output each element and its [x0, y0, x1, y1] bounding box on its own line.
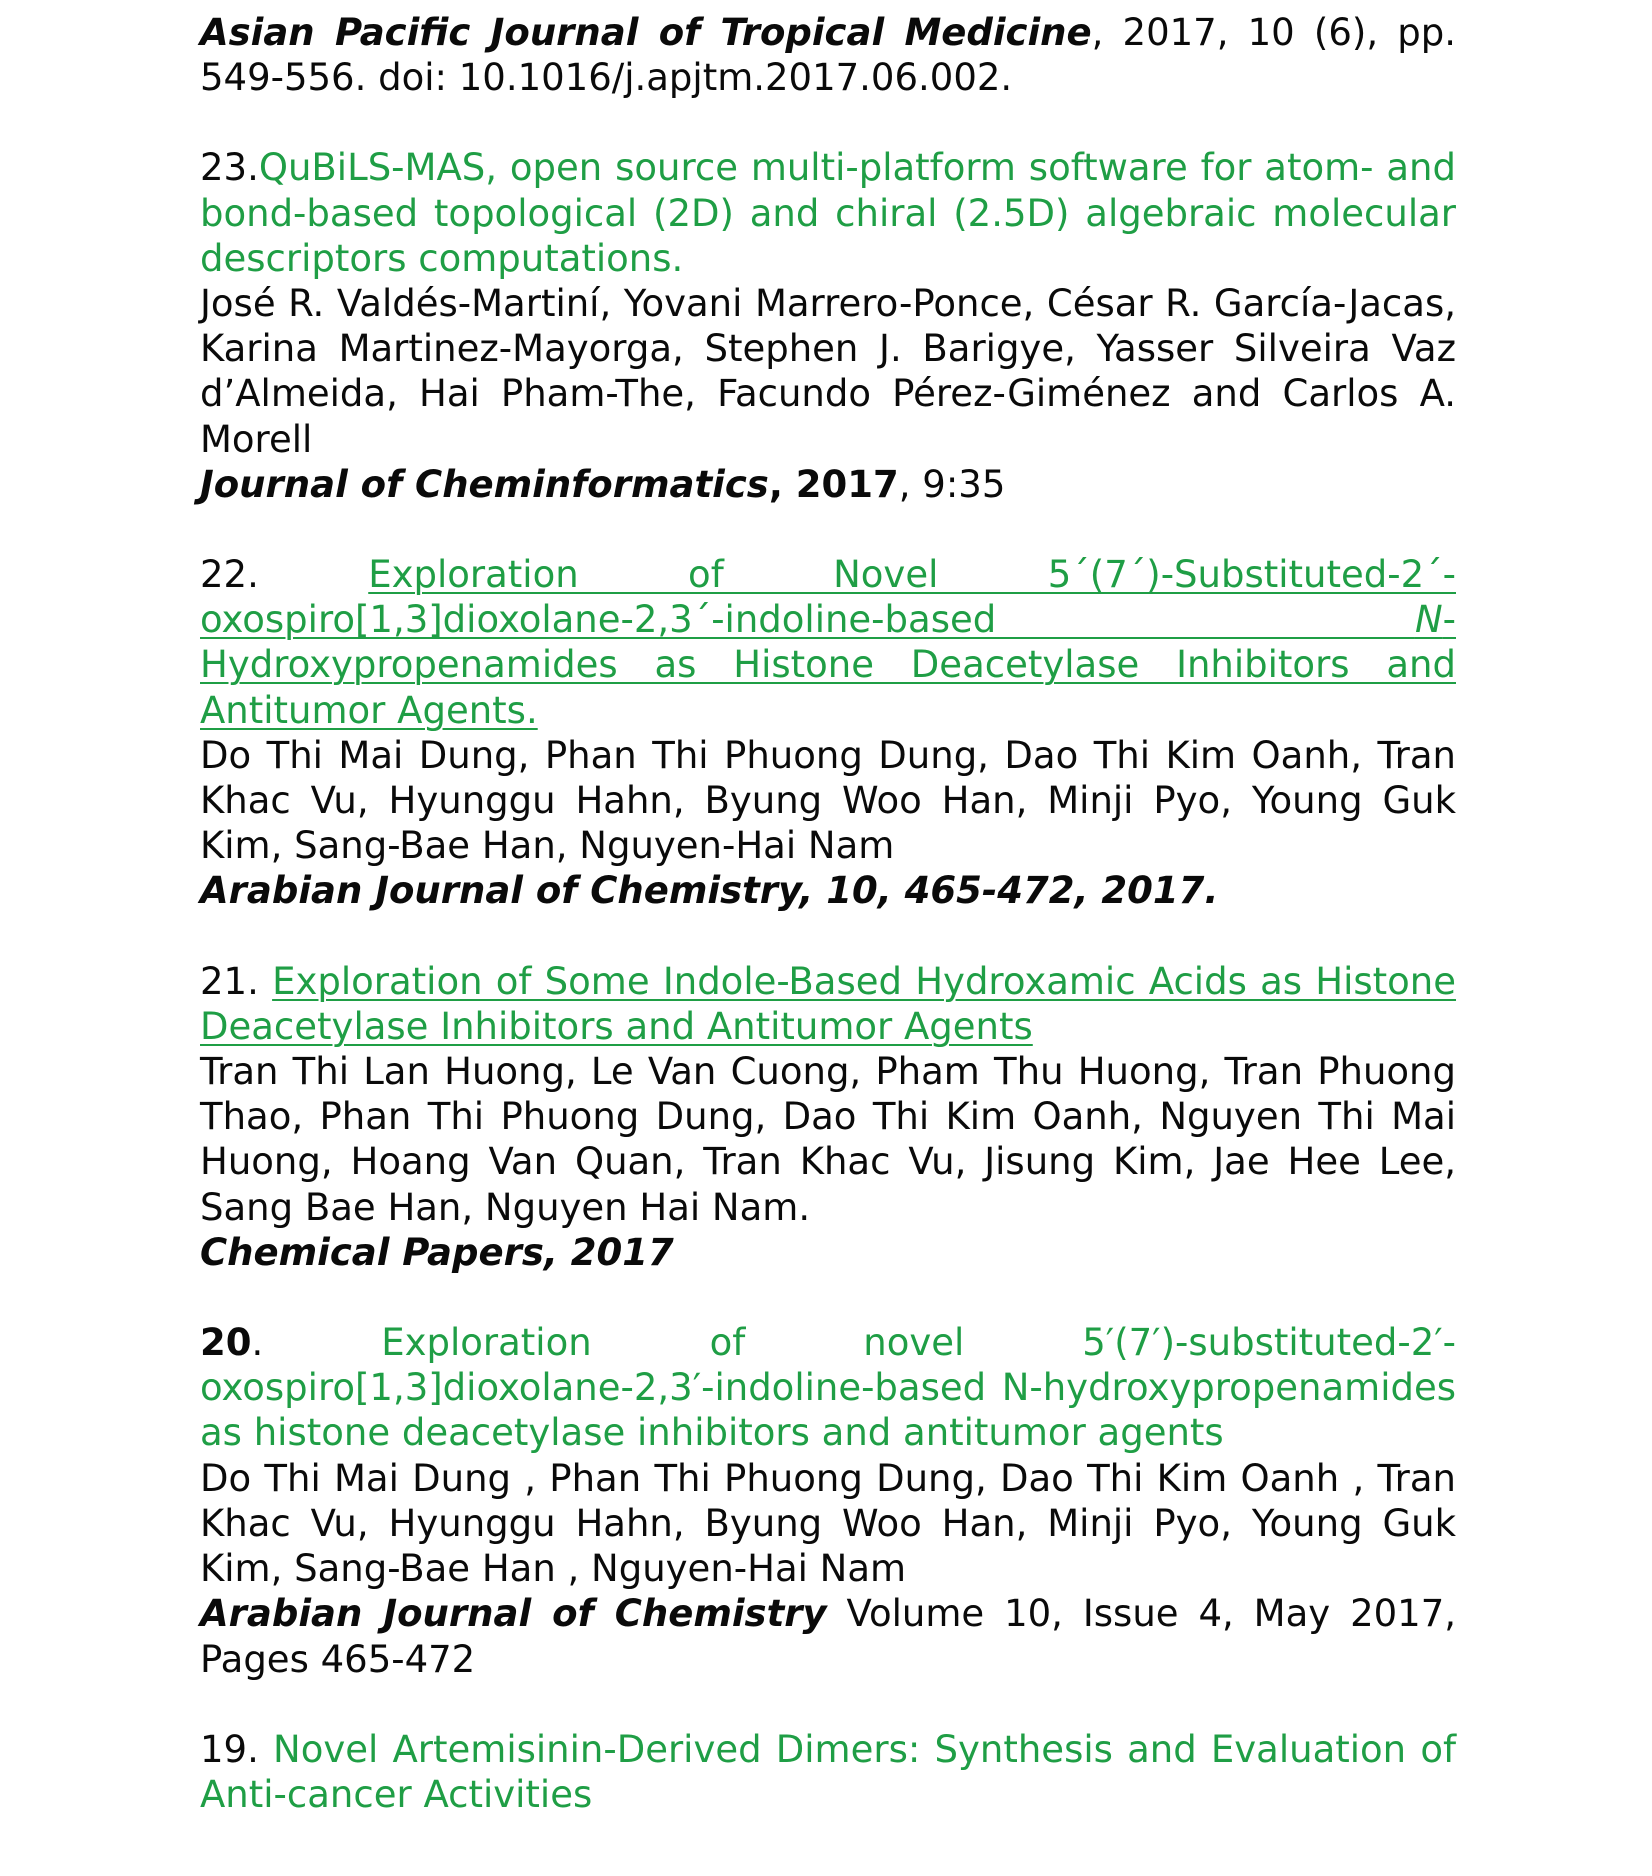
reference-number: 20 — [200, 1321, 252, 1365]
reference-number: 19. — [200, 1727, 274, 1771]
reference-entry-22 — [200, 552, 1456, 914]
journal-details: Volume 10, Issue 4, May 2017, Pages 465-472 — [200, 1592, 1457, 1681]
journal-name: Journal of Cheminformatics — [200, 462, 769, 506]
reference-title-link[interactable] — [200, 553, 1456, 732]
reference-number: 22. — [200, 553, 369, 597]
journal-name: Arabian Journal of Chemistry, 10, 465-472, 2017. — [200, 869, 1219, 913]
reference-authors: Tran Thi Lan Huong, Le Van Cuong, Pham Thu Huong, Tran Phuong Thao, Phan Thi Phuong Dung, Dao Thi Kim Oanh, Nguyen Thi Mai Huong, Hoang Van Quan, Tran Khac Vu, Jisung Kim, Jae Hee Lee, Sang Bae Han, Nguyen Hai Nam. — [200, 1050, 1456, 1229]
reference-title[interactable]: QuBiLS-MAS, open source multi-platform software for atom- and bond-based topological (2D) and chiral (2.5D) algebraic molecular descriptors computations. — [200, 146, 1456, 280]
reference-entry-23 — [200, 145, 1456, 507]
title-text-part1: Exploration of Novel 5´(7´)-Substituted-2´-oxospiro[1,3]dioxolane-2,3´-indoline-based — [200, 553, 1456, 642]
reference-entry-21 — [200, 959, 1456, 1275]
journal-details: , 9:35 — [898, 462, 1006, 506]
reference-number: 21. — [200, 959, 273, 1003]
reference-entry-prev — [200, 10, 1456, 100]
title-text-part2: -Hydroxypropenamides as Histone Deacetylase Inhibitors and Antitumor Agents. — [200, 598, 1456, 732]
reference-citation — [200, 462, 1456, 507]
journal-name: Chemical Papers, 2017 — [200, 1230, 674, 1274]
journal-details: , 2017, 10 (6), pp. 549-556. doi: 10.1016/j.apjtm.2017.06.002. — [200, 11, 1456, 100]
reference-title-link[interactable]: Exploration of Some Indole-Based Hydroxamic Acids as Histone Deacetylase Inhibitors and Antitumor Agents — [200, 959, 1457, 1048]
reference-citation — [200, 1591, 1456, 1681]
reference-title-line — [200, 1727, 1456, 1817]
reference-authors: Do Thi Mai Dung, Phan Thi Phuong Dung, Dao Thi Kim Oanh, Tran Khac Vu, Hyunggu Hahn, Byung Woo Han, Minji Pyo, Young Guk Kim, Sang-Bae Han, Nguyen-Hai Nam — [200, 733, 1456, 868]
reference-title-line — [200, 959, 1456, 1049]
reference-citation — [200, 868, 1456, 913]
reference-number: 23. — [200, 146, 259, 190]
reference-number-dot: . — [251, 1321, 382, 1365]
journal-year: , 2017 — [768, 462, 899, 506]
reference-title-line — [200, 552, 1456, 733]
journal-name: Asian Pacific Journal of Tropical Medicine — [200, 11, 1092, 54]
reference-title[interactable]: Novel Artemisinin-Derived Dimers: Synthesis and Evaluation of Anti-cancer Activities — [200, 1727, 1456, 1816]
reference-authors: Do Thi Mai Dung , Phan Thi Phuong Dung, Dao Thi Kim Oanh , Tran Khac Vu, Hyunggu Hahn, Byung Woo Han, Minji Pyo, Young Guk Kim, Sang-Bae Han , Nguyen-Hai Nam — [200, 1456, 1456, 1591]
reference-entry-19 — [200, 1727, 1456, 1817]
reference-title[interactable]: Exploration of novel 5′(7′)-substituted-2′-oxospiro[1,3]dioxolane-2,3′-indoline-based N-hydroxypropenamides as histone deacetylase inhibitors and antitumor agents — [200, 1321, 1456, 1455]
reference-entry-20 — [200, 1320, 1456, 1682]
reference-authors: José R. Valdés-Martiní, Yovani Marrero-Ponce, César R. García-Jacas, Karina Martinez-Mayorga, Stephen J. Barigye, Yasser Silveira Vaz d’Almeida, Hai Pham-The, Facundo Pérez-Giménez and Carlos A. Morell — [200, 282, 1456, 461]
title-text-italic: N — [1414, 598, 1443, 642]
reference-title-line — [200, 145, 1456, 281]
reference-title-line — [200, 1320, 1456, 1456]
reference-citation — [200, 10, 1456, 100]
journal-name: Arabian Journal of Chemistry — [200, 1592, 827, 1636]
reference-citation — [200, 1230, 1456, 1275]
